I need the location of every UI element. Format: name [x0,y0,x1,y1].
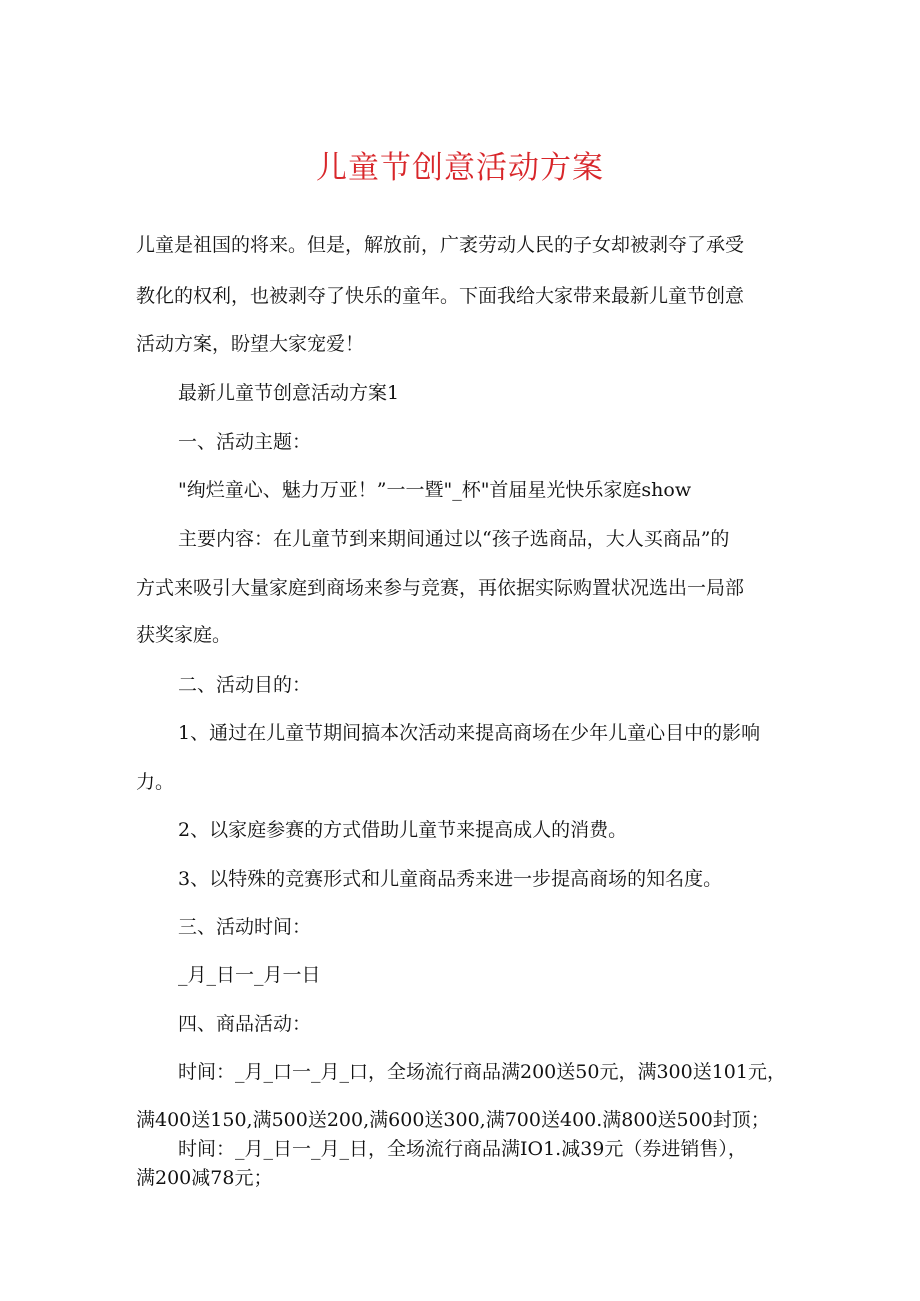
section4-promo2-line-1: 时间：_月_日一_月_日，全场流行商品满IO1.减39元（券进销售）， [178,1138,747,1160]
section4-promo2-line-2: 满200减78元； [136,1167,273,1189]
section2-item1-line-2: 力。 [136,771,175,793]
section2-item3: 3、以特殊的竞赛形式和儿童商品秀来进一步提高商场的知名度。 [178,868,723,890]
section3-date: _月_日一_月一日 [178,964,321,986]
section4-promo1-line-2: 满400送150,满500送200,满600送300,满700送400.满800送500封顶； [136,1109,770,1131]
intro-line-1: 儿童是祖国的将来。但是，解放前，广袤劳动人民的子女却被剥夺了承受 [136,234,745,256]
section4-promo1-line-1: 时间：_月_口一_月_口，全场流行商品满200送50元，满300送101元， [178,1061,786,1083]
section2-item1-line-1: 1、通过在儿童节期间搞本次活动来提高商场在少年儿童心目中的影响 [178,722,761,744]
plan-subtitle: 最新儿童节创意活动方案1 [178,382,400,404]
section1-content-line-3: 获奖家庭。 [136,624,232,646]
section2-heading: 二、活动目的： [178,674,312,696]
intro-line-3: 活动方案，盼望大家宠爱！ [136,333,365,355]
intro-line-2: 教化的权利，也被剥夺了快乐的童年。下面我给大家带来最新儿童节创意 [136,285,745,307]
section1-content-line-2: 方式来吸引大量家庭到商场来参与竞赛，再依据实际购置状况选出一局部 [136,577,745,599]
section4-heading: 四、商品活动： [178,1013,312,1035]
section1-heading: 一、活动主题： [178,431,312,453]
section3-heading: 三、活动时间： [178,916,312,938]
document-title: 儿童节创意活动方案 [316,150,604,186]
section1-content-line-1: 主要内容：在儿童节到来期间通过以“孩子选商品，大人买商品”的 [178,528,730,550]
section2-item2: 2、以家庭参赛的方式借助儿童节来提高成人的消费。 [178,819,628,841]
section1-theme: "绚烂童心、魅力万亚！”一一暨"_杯"首届星光快乐家庭show [178,479,692,501]
